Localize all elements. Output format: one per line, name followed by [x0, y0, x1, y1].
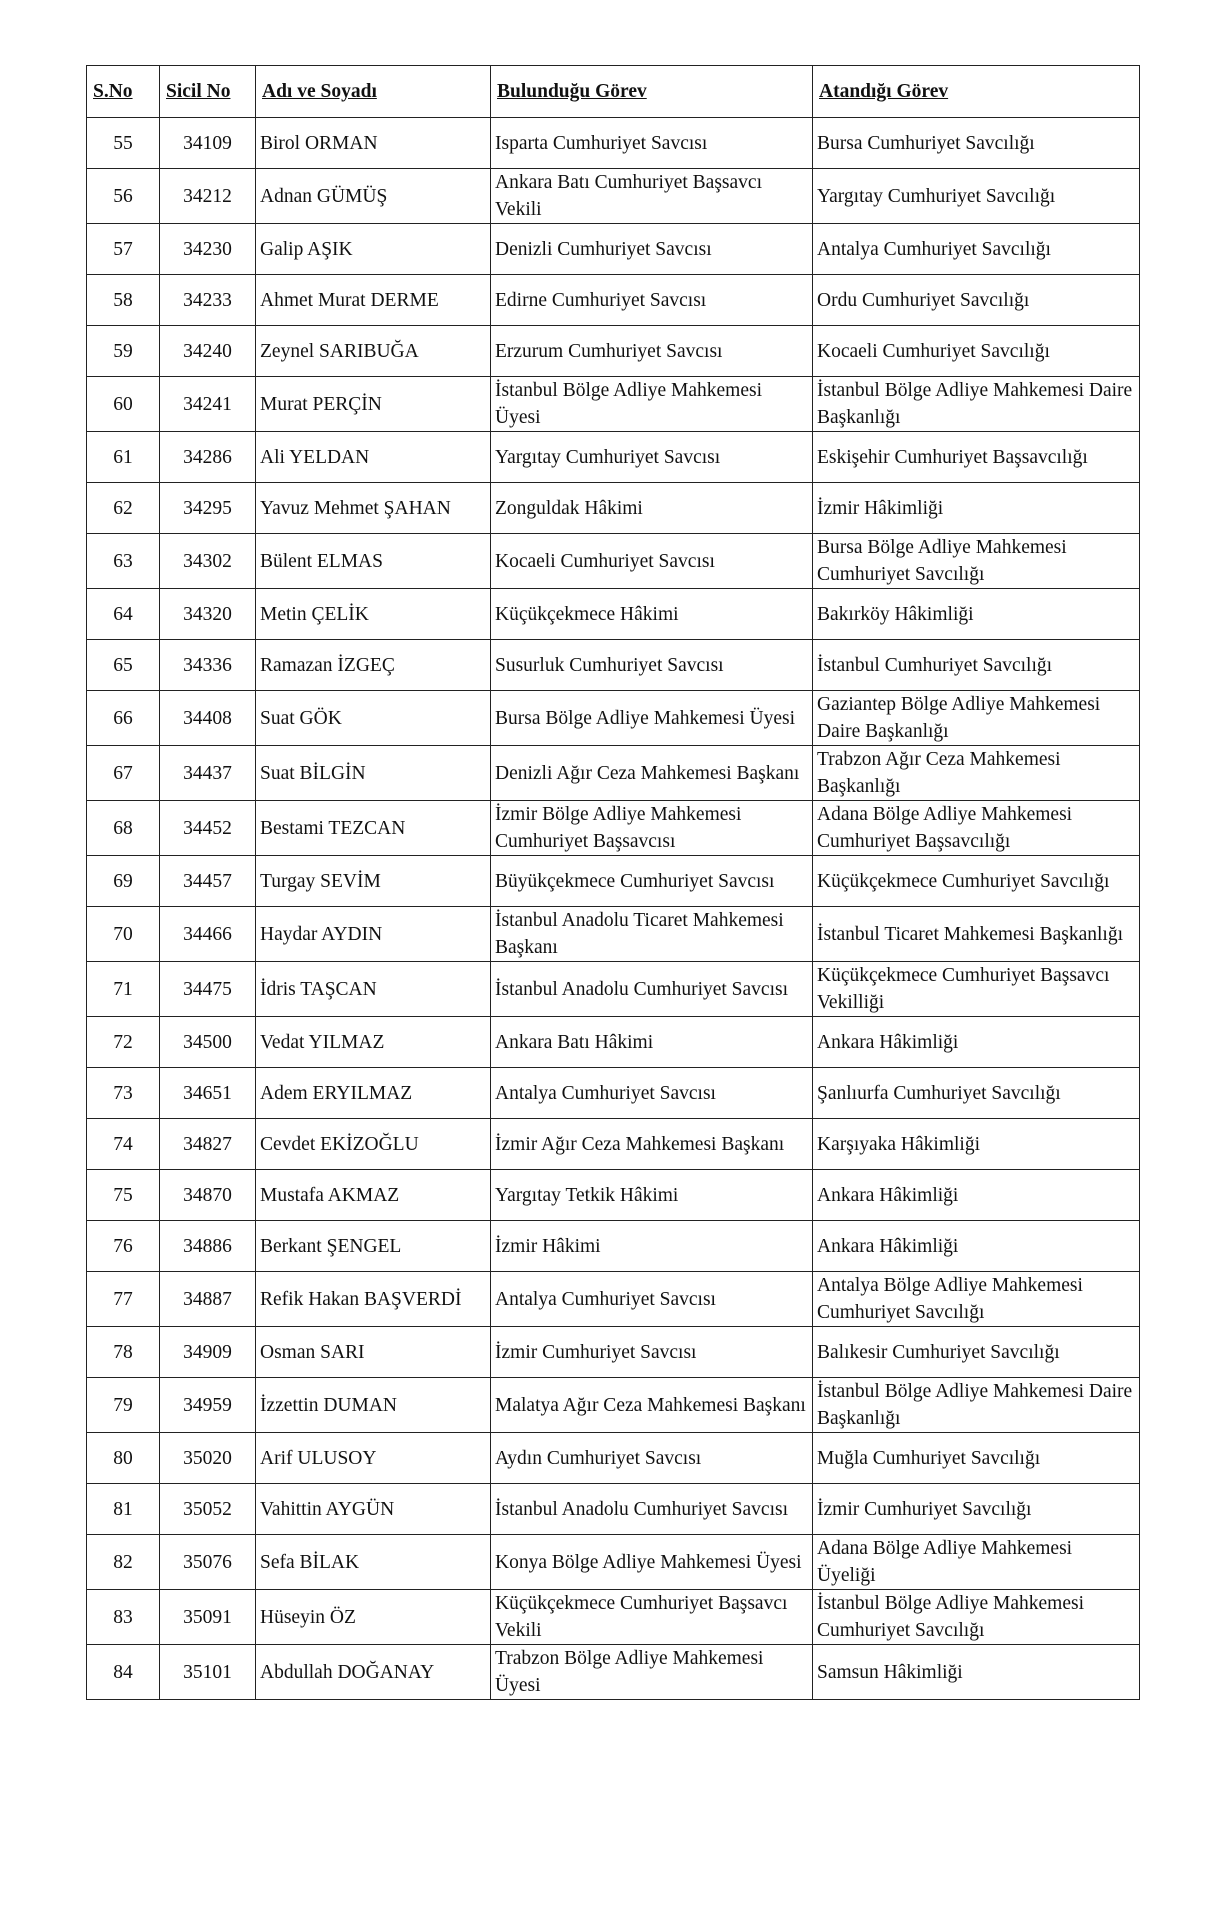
table-row: [87, 1068, 1140, 1119]
cell-name: Sefa BİLAK: [256, 1535, 491, 1590]
cell-sicil-no: 34500: [160, 1017, 256, 1068]
cell-name: Hüseyin ÖZ: [256, 1590, 491, 1645]
table-header: [87, 66, 1140, 118]
cell-sicil-no: 34437: [160, 746, 256, 801]
cell-current-post: İstanbul Bölge Adliye Mahkemesi Üyesi: [491, 377, 813, 432]
cell-current-post: Aydın Cumhuriyet Savcısı: [491, 1433, 813, 1484]
cell-sno: 55: [87, 118, 160, 169]
cell-sno: 75: [87, 1170, 160, 1221]
cell-name: Yavuz Mehmet ŞAHAN: [256, 483, 491, 534]
cell-assigned-post: Balıkesir Cumhuriyet Savcılığı: [813, 1327, 1140, 1378]
table-row: [87, 1484, 1140, 1535]
cell-sno: 83: [87, 1590, 160, 1645]
header-row: [87, 66, 1140, 118]
cell-name: Suat BİLGİN: [256, 746, 491, 801]
cell-sicil-no: 34827: [160, 1119, 256, 1170]
cell-current-post: Trabzon Bölge Adliye Mahkemesi Üyesi: [491, 1645, 813, 1700]
cell-sno: 60: [87, 377, 160, 432]
cell-current-post: Edirne Cumhuriyet Savcısı: [491, 275, 813, 326]
cell-sno: 79: [87, 1378, 160, 1433]
table-row: [87, 1645, 1140, 1700]
cell-current-post: Isparta Cumhuriyet Savcısı: [491, 118, 813, 169]
cell-sicil-no: 34887: [160, 1272, 256, 1327]
cell-assigned-post: Ordu Cumhuriyet Savcılığı: [813, 275, 1140, 326]
cell-sno: 67: [87, 746, 160, 801]
table-body: [87, 118, 1140, 1700]
cell-sno: 78: [87, 1327, 160, 1378]
cell-assigned-post: Ankara Hâkimliği: [813, 1221, 1140, 1272]
cell-name: Ahmet Murat DERME: [256, 275, 491, 326]
cell-current-post: İzmir Hâkimi: [491, 1221, 813, 1272]
cell-name: Turgay SEVİM: [256, 856, 491, 907]
cell-assigned-post: Adana Bölge Adliye Mahkemesi Cumhuriyet Başsavcılığı: [813, 801, 1140, 856]
cell-sno: 57: [87, 224, 160, 275]
cell-current-post: İstanbul Anadolu Cumhuriyet Savcısı: [491, 962, 813, 1017]
table-row: [87, 534, 1140, 589]
cell-assigned-post: İstanbul Bölge Adliye Mahkemesi Cumhuriyet Savcılığı: [813, 1590, 1140, 1645]
cell-name: Cevdet EKİZOĞLU: [256, 1119, 491, 1170]
header-sno: S.No: [87, 66, 160, 118]
cell-name: Arif ULUSOY: [256, 1433, 491, 1484]
cell-current-post: Küçükçekmece Cumhuriyet Başsavcı Vekili: [491, 1590, 813, 1645]
table-row: [87, 169, 1140, 224]
cell-sicil-no: 34233: [160, 275, 256, 326]
cell-sicil-no: 35052: [160, 1484, 256, 1535]
cell-sicil-no: 34302: [160, 534, 256, 589]
cell-sno: 72: [87, 1017, 160, 1068]
cell-current-post: Denizli Ağır Ceza Mahkemesi Başkanı: [491, 746, 813, 801]
cell-current-post: Bursa Bölge Adliye Mahkemesi Üyesi: [491, 691, 813, 746]
cell-sicil-no: 35101: [160, 1645, 256, 1700]
header-assigned-post: Atandığı Görev: [813, 66, 1140, 118]
table-row: [87, 1170, 1140, 1221]
table-row: [87, 1327, 1140, 1378]
header-name: Adı ve Soyadı: [256, 66, 491, 118]
table-row: [87, 377, 1140, 432]
cell-sicil-no: 34230: [160, 224, 256, 275]
cell-sicil-no: 34651: [160, 1068, 256, 1119]
cell-assigned-post: Karşıyaka Hâkimliği: [813, 1119, 1140, 1170]
cell-sno: 77: [87, 1272, 160, 1327]
cell-name: İdris TAŞCAN: [256, 962, 491, 1017]
table-row: [87, 1017, 1140, 1068]
cell-assigned-post: Bakırköy Hâkimliği: [813, 589, 1140, 640]
cell-sno: 84: [87, 1645, 160, 1700]
cell-assigned-post: Bursa Bölge Adliye Mahkemesi Cumhuriyet Savcılığı: [813, 534, 1140, 589]
table-row: [87, 1272, 1140, 1327]
table-row: [87, 1535, 1140, 1590]
cell-name: Ali YELDAN: [256, 432, 491, 483]
cell-sicil-no: 34466: [160, 907, 256, 962]
cell-name: Birol ORMAN: [256, 118, 491, 169]
cell-sno: 73: [87, 1068, 160, 1119]
cell-sicil-no: 34286: [160, 432, 256, 483]
cell-name: Vedat YILMAZ: [256, 1017, 491, 1068]
table-row: [87, 483, 1140, 534]
cell-sicil-no: 34241: [160, 377, 256, 432]
cell-assigned-post: Gaziantep Bölge Adliye Mahkemesi Daire Başkanlığı: [813, 691, 1140, 746]
cell-sicil-no: 35091: [160, 1590, 256, 1645]
cell-sicil-no: 35020: [160, 1433, 256, 1484]
cell-sicil-no: 34212: [160, 169, 256, 224]
cell-assigned-post: İstanbul Ticaret Mahkemesi Başkanlığı: [813, 907, 1140, 962]
cell-name: Galip AŞIK: [256, 224, 491, 275]
cell-current-post: İzmir Bölge Adliye Mahkemesi Cumhuriyet Başsavcısı: [491, 801, 813, 856]
cell-assigned-post: Küçükçekmece Cumhuriyet Başsavcı Vekilliği: [813, 962, 1140, 1017]
cell-name: İzzettin DUMAN: [256, 1378, 491, 1433]
cell-sicil-no: 34870: [160, 1170, 256, 1221]
cell-sno: 59: [87, 326, 160, 377]
cell-sno: 76: [87, 1221, 160, 1272]
cell-current-post: Yargıtay Tetkik Hâkimi: [491, 1170, 813, 1221]
cell-sicil-no: 34959: [160, 1378, 256, 1433]
cell-name: Ramazan İZGEÇ: [256, 640, 491, 691]
cell-assigned-post: İzmir Hâkimliği: [813, 483, 1140, 534]
cell-name: Murat PERÇİN: [256, 377, 491, 432]
cell-current-post: Zonguldak Hâkimi: [491, 483, 813, 534]
cell-assigned-post: Küçükçekmece Cumhuriyet Savcılığı: [813, 856, 1140, 907]
cell-assigned-post: Yargıtay Cumhuriyet Savcılığı: [813, 169, 1140, 224]
table-row: [87, 640, 1140, 691]
table-row: [87, 275, 1140, 326]
cell-current-post: Kocaeli Cumhuriyet Savcısı: [491, 534, 813, 589]
cell-current-post: Antalya Cumhuriyet Savcısı: [491, 1068, 813, 1119]
cell-sno: 58: [87, 275, 160, 326]
cell-assigned-post: Eskişehir Cumhuriyet Başsavcılığı: [813, 432, 1140, 483]
cell-assigned-post: İstanbul Bölge Adliye Mahkemesi Daire Başkanlığı: [813, 1378, 1140, 1433]
table-row: [87, 326, 1140, 377]
cell-current-post: Konya Bölge Adliye Mahkemesi Üyesi: [491, 1535, 813, 1590]
cell-name: Haydar AYDIN: [256, 907, 491, 962]
cell-current-post: İzmir Cumhuriyet Savcısı: [491, 1327, 813, 1378]
cell-sicil-no: 34475: [160, 962, 256, 1017]
cell-sicil-no: 34295: [160, 483, 256, 534]
cell-sicil-no: 34452: [160, 801, 256, 856]
cell-sno: 80: [87, 1433, 160, 1484]
cell-assigned-post: Muğla Cumhuriyet Savcılığı: [813, 1433, 1140, 1484]
cell-name: Refik Hakan BAŞVERDİ: [256, 1272, 491, 1327]
table-row: [87, 1221, 1140, 1272]
cell-name: Suat GÖK: [256, 691, 491, 746]
cell-sno: 62: [87, 483, 160, 534]
cell-current-post: İstanbul Anadolu Cumhuriyet Savcısı: [491, 1484, 813, 1535]
table-row: [87, 907, 1140, 962]
cell-sicil-no: 34336: [160, 640, 256, 691]
cell-name: Zeynel SARIBUĞA: [256, 326, 491, 377]
cell-current-post: Yargıtay Cumhuriyet Savcısı: [491, 432, 813, 483]
cell-name: Bülent ELMAS: [256, 534, 491, 589]
table-row: [87, 118, 1140, 169]
cell-name: Abdullah DOĞANAY: [256, 1645, 491, 1700]
cell-assigned-post: İstanbul Bölge Adliye Mahkemesi Daire Başkanlığı: [813, 377, 1140, 432]
cell-current-post: Erzurum Cumhuriyet Savcısı: [491, 326, 813, 377]
cell-assigned-post: Antalya Cumhuriyet Savcılığı: [813, 224, 1140, 275]
table-row: [87, 589, 1140, 640]
cell-sno: 63: [87, 534, 160, 589]
table-row: [87, 1378, 1140, 1433]
cell-assigned-post: Bursa Cumhuriyet Savcılığı: [813, 118, 1140, 169]
cell-name: Adem ERYILMAZ: [256, 1068, 491, 1119]
cell-sno: 65: [87, 640, 160, 691]
cell-assigned-post: Trabzon Ağır Ceza Mahkemesi Başkanlığı: [813, 746, 1140, 801]
cell-sicil-no: 34457: [160, 856, 256, 907]
cell-sno: 61: [87, 432, 160, 483]
table-row: [87, 432, 1140, 483]
cell-name: Berkant ŞENGEL: [256, 1221, 491, 1272]
cell-sicil-no: 34320: [160, 589, 256, 640]
header-sicil-no: Sicil No: [160, 66, 256, 118]
cell-current-post: Susurluk Cumhuriyet Savcısı: [491, 640, 813, 691]
table-row: [87, 962, 1140, 1017]
cell-assigned-post: İstanbul Cumhuriyet Savcılığı: [813, 640, 1140, 691]
cell-assigned-post: Ankara Hâkimliği: [813, 1170, 1140, 1221]
cell-name: Mustafa AKMAZ: [256, 1170, 491, 1221]
table-row: [87, 801, 1140, 856]
cell-sno: 66: [87, 691, 160, 746]
appointments-table: [86, 65, 1140, 1700]
cell-sicil-no: 34109: [160, 118, 256, 169]
cell-assigned-post: Şanlıurfa Cumhuriyet Savcılığı: [813, 1068, 1140, 1119]
cell-sno: 81: [87, 1484, 160, 1535]
cell-assigned-post: İzmir Cumhuriyet Savcılığı: [813, 1484, 1140, 1535]
cell-assigned-post: Antalya Bölge Adliye Mahkemesi Cumhuriyet Savcılığı: [813, 1272, 1140, 1327]
table-row: [87, 1433, 1140, 1484]
table-row: [87, 1119, 1140, 1170]
cell-name: Bestami TEZCAN: [256, 801, 491, 856]
cell-current-post: İzmir Ağır Ceza Mahkemesi Başkanı: [491, 1119, 813, 1170]
cell-assigned-post: Ankara Hâkimliği: [813, 1017, 1140, 1068]
cell-sno: 70: [87, 907, 160, 962]
cell-current-post: Malatya Ağır Ceza Mahkemesi Başkanı: [491, 1378, 813, 1433]
cell-sno: 56: [87, 169, 160, 224]
cell-current-post: Ankara Batı Hâkimi: [491, 1017, 813, 1068]
header-current-post: Bulunduğu Görev: [491, 66, 813, 118]
cell-current-post: Antalya Cumhuriyet Savcısı: [491, 1272, 813, 1327]
cell-name: Metin ÇELİK: [256, 589, 491, 640]
cell-current-post: İstanbul Anadolu Ticaret Mahkemesi Başkanı: [491, 907, 813, 962]
cell-current-post: Denizli Cumhuriyet Savcısı: [491, 224, 813, 275]
cell-sno: 71: [87, 962, 160, 1017]
cell-sicil-no: 34886: [160, 1221, 256, 1272]
table-row: [87, 746, 1140, 801]
cell-sno: 64: [87, 589, 160, 640]
cell-sno: 82: [87, 1535, 160, 1590]
cell-sno: 69: [87, 856, 160, 907]
cell-sicil-no: 34909: [160, 1327, 256, 1378]
cell-sicil-no: 35076: [160, 1535, 256, 1590]
cell-name: Osman SARI: [256, 1327, 491, 1378]
cell-current-post: Büyükçekmece Cumhuriyet Savcısı: [491, 856, 813, 907]
cell-sicil-no: 34408: [160, 691, 256, 746]
cell-current-post: Ankara Batı Cumhuriyet Başsavcı Vekili: [491, 169, 813, 224]
cell-sno: 68: [87, 801, 160, 856]
cell-name: Adnan GÜMÜŞ: [256, 169, 491, 224]
table-row: [87, 1590, 1140, 1645]
cell-sicil-no: 34240: [160, 326, 256, 377]
cell-current-post: Küçükçekmece Hâkimi: [491, 589, 813, 640]
cell-sno: 74: [87, 1119, 160, 1170]
table-row: [87, 856, 1140, 907]
table-row: [87, 224, 1140, 275]
cell-name: Vahittin AYGÜN: [256, 1484, 491, 1535]
cell-assigned-post: Samsun Hâkimliği: [813, 1645, 1140, 1700]
cell-assigned-post: Kocaeli Cumhuriyet Savcılığı: [813, 326, 1140, 377]
table-row: [87, 691, 1140, 746]
cell-assigned-post: Adana Bölge Adliye Mahkemesi Üyeliği: [813, 1535, 1140, 1590]
